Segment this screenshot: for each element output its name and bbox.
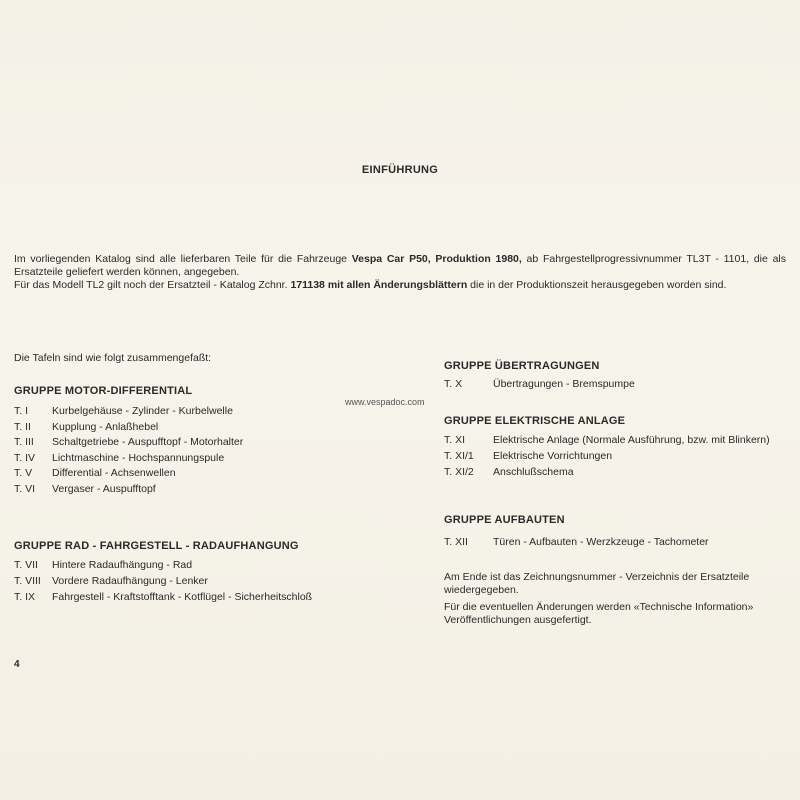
note-index: Am Ende ist das Zeichnungsnummer - Verzeichnis der Ersatzteile wiedergegeben. — [444, 571, 750, 596]
group-list-motor — [14, 404, 314, 497]
group-title-uebertragungen: GRUPPE ÜBERTRAGUNGEN — [444, 360, 600, 372]
list-item — [14, 482, 314, 498]
intro-text — [14, 253, 786, 292]
group-list-rad — [14, 558, 362, 604]
list-item — [444, 449, 786, 465]
intro-p2-start: Für das Modell TL2 gilt noch der Ersatzteil - Katalog Zchnr. — [14, 279, 291, 291]
group-list-uebertragungen — [444, 377, 786, 393]
table-desc: Differential - Achsenwellen — [52, 467, 176, 479]
list-item — [14, 591, 362, 604]
table-code: T. VII — [14, 559, 38, 571]
group-title-rad: GRUPPE RAD - FAHRGESTELL - RADAUFHANGUNG — [14, 540, 299, 552]
table-desc: Vordere Radaufhängung - Lenker — [52, 574, 208, 587]
table-code: T. XI/2 — [444, 465, 474, 478]
table-desc: Lichtmaschine - Hochspannungspule — [52, 451, 225, 464]
table-code: T. V — [14, 467, 33, 479]
group-title-elektrische: GRUPPE ELEKTRISCHE ANLAGE — [444, 415, 626, 427]
table-desc: Hintere Radaufhängung - Rad — [52, 559, 193, 571]
table-desc: Anschlußschema — [493, 465, 574, 478]
table-code: T. X — [444, 378, 463, 390]
table-code: T. XII — [444, 536, 468, 548]
intro-p2-bold: 171138 mit allen Änderungsblättern — [290, 279, 468, 291]
group-title-motor: GRUPPE MOTOR-DIFFERENTIAL — [14, 385, 193, 397]
lead-text: Die Tafeln sind wie folgt zusammengefaßt: — [14, 352, 212, 364]
list-item — [14, 558, 362, 574]
table-code: T. I — [14, 405, 29, 417]
intro-p1-start: Im vorliegenden Katalog sind alle lieferbaren Teile für die Fahrzeuge — [14, 253, 352, 265]
list-item — [444, 535, 786, 551]
group-list-elektrische — [444, 434, 786, 480]
table-desc: Kurbelgehäuse - Zylinder - Kurbelwelle — [52, 405, 233, 417]
list-item — [14, 404, 314, 420]
table-code: T. VI — [14, 482, 36, 495]
list-item — [14, 466, 314, 482]
table-code: T. IV — [14, 451, 36, 464]
table-desc: Vergaser - Auspufftopf — [52, 482, 156, 495]
table-desc: Übertragungen - Bremspumpe — [493, 378, 635, 390]
table-code: T. XI — [444, 434, 466, 446]
table-desc: Kupplung - Anlaßhebel — [52, 420, 159, 433]
table-desc: Schaltgetriebe - Auspufftopf - Motorhalter — [52, 436, 244, 448]
intro-p2-end: die in der Produktionszeit herausgegeben worden sind. — [467, 279, 727, 291]
group-title-aufbauten: GRUPPE AUFBAUTEN — [444, 514, 565, 526]
table-desc: Elektrische Vorrichtungen — [493, 450, 613, 462]
table-code: T. XI/1 — [444, 450, 474, 462]
table-code: T. III — [14, 436, 34, 448]
table-code: T. IX — [14, 591, 36, 603]
table-code: T. VIII — [14, 574, 41, 587]
table-code: T. II — [14, 420, 31, 433]
table-desc: Elektrische Anlage (Normale Ausführung, bzw. mit Blinkern) — [493, 434, 770, 446]
list-item — [444, 377, 786, 393]
group-list-aufbauten — [444, 535, 786, 551]
list-item — [14, 451, 314, 467]
list-item — [14, 574, 362, 590]
page-title: EINFÜHRUNG — [361, 164, 439, 176]
intro-p1-bold: Vespa Car P50, Produktion 1980, — [351, 253, 522, 265]
list-item — [444, 465, 786, 481]
intro-p1-end: ab Fahrgestellprogressivnummer TL3T - 1101, die als Ersatzteile geliefert werden können, angegeben. — [14, 253, 787, 278]
note-technical-info: Für die eventuellen Änderungen werden «Technische Information» Veröffentlichungen ausgefertigt. — [444, 601, 754, 626]
page-number: 4 — [14, 659, 20, 670]
watermark: www.vespadoc.com — [345, 397, 425, 407]
table-desc: Türen - Aufbauten - Werzkzeuge - Tachometer — [493, 536, 709, 548]
table-desc: Fahrgestell - Kraftstofftank - Kotflügel - Sicherheitschloß — [52, 591, 313, 603]
list-item — [14, 435, 314, 451]
list-item — [14, 420, 314, 436]
list-item — [444, 434, 786, 447]
